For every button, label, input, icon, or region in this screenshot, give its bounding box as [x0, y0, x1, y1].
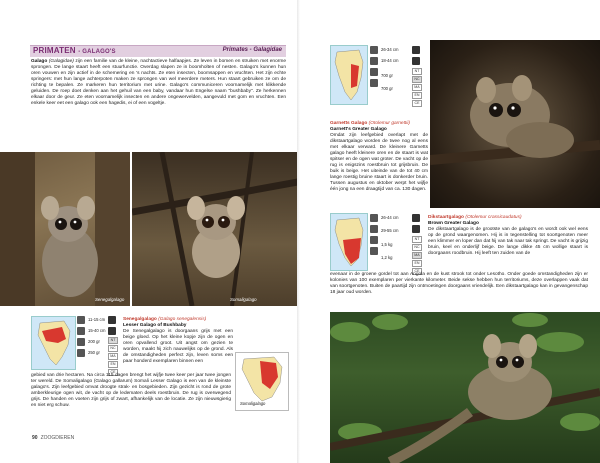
country-code: NT — [412, 68, 422, 75]
dikstaart-latin: (Otolemur crassicaudatus) — [465, 215, 522, 220]
header-subtitle: - GALAGO'S — [78, 49, 116, 55]
garnett-tail: 18-44 cm — [381, 58, 399, 63]
senegal-length: 11-15 cm — [88, 317, 106, 322]
intro-paragraph — [31, 59, 286, 107]
country-code: NT — [108, 337, 118, 344]
dikstaart-activity-icons — [412, 214, 420, 236]
senegal-tail: 15-40 cm — [88, 328, 106, 333]
country-code: NC — [412, 244, 422, 251]
header-latin: Primates - Galagidae — [222, 47, 282, 53]
country-code: MA — [108, 353, 118, 360]
country-code: EN — [108, 361, 118, 368]
country-code: NC — [108, 345, 118, 352]
weight-icon — [370, 236, 378, 244]
caption-senegal: Senegalgalago — [95, 297, 125, 302]
garnett-weight-2: 700 gr — [381, 86, 393, 91]
garnett-english: Garnett's Greater Galago — [330, 127, 387, 132]
moon-icon — [412, 46, 420, 54]
country-code: NT — [412, 236, 422, 243]
country-code: CE — [412, 100, 422, 107]
senegal-country-codes — [108, 337, 118, 377]
caption-somali: Somaligalago — [230, 297, 257, 302]
senegal-icons — [77, 316, 85, 360]
garnett-text: Omdat zijn leefgebied overlapt met de dikstaartgalago worden de twee nog al eens met elkaar verward. De kleinere Garnetts galago heeft kleinere oren en de staart is wat spitser en de ogen wat groter. De vacht op de rug is enigszins roestbruin tot grijsbruin. De buik is beige. Het uiteinde van de tot 40 cm lange roestig bruine staart is donkerder bruin. Tussen augustus en oktober werpt het wijfje één jong na een draagtijd van ca. 130 dagen. — [330, 133, 428, 192]
dikstaart-photo-art — [330, 312, 600, 463]
somali-photo — [132, 152, 298, 306]
dikstaart-icons — [370, 214, 378, 258]
garnett-photo — [430, 40, 600, 208]
country-code: NC — [412, 76, 422, 83]
garnett-latin: (Otolemur garnettii) — [368, 121, 410, 126]
moon-icon — [412, 214, 420, 222]
header-title: PRIMATEN — [33, 46, 76, 55]
weight-icon — [77, 349, 85, 357]
senegal-text-2: gebied van drie hectaren. Na circa 115 dagen brengt het wijfje twee keer per jaar twee jongen ter wereld. De Somaligalago (Galago gallarum) Somali Lesser Galago is een van de kleinste galago's. Zijn leefgebied omvat droogte strak- en bosgebieden. Zijn gezicht is rond de grote amberkleurige ogen wit, de vacht op de ledematen deels roestbruin. De rug is overwegend grijs. De handen en voeten zijn grijs of zwart, afhankelijk van de locatie. Ze zijn nieuwsgierig en niet erg schuw. — [31, 373, 231, 408]
dikstaart-map-shape — [331, 214, 367, 270]
somali-photo-art — [132, 152, 298, 306]
country-code: EN — [412, 92, 422, 99]
weight-icon — [370, 247, 378, 255]
somali-map-caption: Somaligalago — [240, 401, 266, 406]
dikstaart-paragraph — [428, 215, 588, 257]
dikstaart-range-map — [330, 213, 368, 271]
dikstaart-text-2: evenaar in de groene gordel tot aan Angola en de kust strook tot onder Lesotho. Onder goede omstandigheden zijn er kolonies van 100 exemplaren per vierkante kilometer. Beide sekse hebben hun territoriums, deze overlappen vaak dat van soortgenoten. Buiten de paartijd zijn ontmoetingen doorgaans vriendelijk. Een dikstaartgalago kan in gevangenschap 18 jaar oud worden. — [330, 272, 588, 295]
section-header — [30, 45, 286, 57]
dikstaart-weight-2: 1,2 kg — [381, 255, 393, 260]
garnett-range-map — [330, 45, 368, 105]
dikstaart-photo — [330, 312, 600, 463]
senegal-photo — [0, 152, 130, 306]
senegal-heading: Senegalgalago — [123, 317, 157, 322]
senegal-latin: (Galago senegalensis) — [158, 317, 207, 322]
country-code: EN — [412, 260, 422, 267]
garnett-heading: Garnetts Galago — [330, 121, 368, 126]
country-code: CE — [412, 268, 422, 275]
page-number: 90 — [32, 435, 38, 441]
moon-icon — [108, 316, 116, 324]
tree-icon — [412, 57, 420, 65]
dikstaart-length: 26-44 cm — [381, 215, 399, 220]
senegal-activity-icons — [108, 316, 116, 338]
senegal-map-shape — [32, 317, 75, 369]
country-code: CE — [108, 369, 118, 376]
page-footer — [32, 435, 74, 441]
senegal-weight-2: 250 gr — [88, 350, 100, 355]
senegal-paragraph — [123, 317, 233, 365]
tail-icon — [370, 225, 378, 233]
dikstaart-text-1: De dikstaartgalago is de grootste van de galago's en wordt ook wel eens op de grond waargenomen. Hij is in tegenstelling tot soortgenoten meer een klimmer en loper dan dat hij van tak naar tak springt. De vacht is grijzig bruin, keel en onderlijf beige. De lange dikke 45 cm wollige staart is doorgaans roodbruin. Hij leeft ten zuiden van de — [428, 227, 588, 256]
somali-range-map — [235, 352, 289, 411]
weight-icon — [370, 68, 378, 76]
weight-icon — [77, 338, 85, 346]
intro-lead-latin: (Galagidae) — [48, 59, 74, 64]
country-code: MA — [412, 252, 422, 259]
country-code: MA — [412, 84, 422, 91]
garnett-photo-art — [430, 40, 600, 208]
senegal-english: Lesser Galago of Bushbaby — [123, 323, 187, 328]
dikstaart-country-codes — [412, 236, 422, 276]
garnett-paragraph — [330, 121, 428, 193]
intro-lead: Galago — [31, 59, 48, 64]
senegal-photo-art — [0, 152, 130, 306]
senegal-range-map — [31, 316, 76, 370]
dikstaart-weight: 1,5 kg — [381, 242, 393, 247]
garnett-map-shape — [331, 46, 367, 104]
length-icon — [370, 46, 378, 54]
somali-map-shape — [236, 353, 288, 403]
dikstaart-tail: 29-55 cm — [381, 228, 399, 233]
senegal-text-1: De Senegalgalago is doorgaans grijs met een beige gloed. Op het kleine kopje zijn de ogen en oren opvallend groot. Uit angst om gezien te worden, maakt hij zich nauwelijks op de grond. Als de omstandigheden perfect zijn, leven soms een paar honderd exemplaren binnen een — [123, 329, 233, 364]
right-page — [300, 0, 600, 463]
weight-icon — [370, 79, 378, 87]
garnett-icons — [370, 46, 378, 90]
tree-icon — [108, 327, 116, 335]
garnett-activity-icons — [412, 46, 420, 68]
intro-text: zijn een familie van de kleine, nachtactieve halfaapjes. Ze leven in bomen en struiken met enorme sprongen. De lange staart heeft een stuurfunctie. Overdag slapen ze in boomholten of nesten. Galago's kunnen hun oren vouwen en zijn actief in de schemering en 's nachts. Ze eten insecten, boomsappen en vruchten. Het zijn echte springers: met hun lange achterpoten maken ze sprongen van wel meerdere meters. Hun staart gebruiken ze om de richting te bepalen. Ze markeren hun territorium met urine. Galago's communiceren voornamelijk met klikkende geluiden. De roep doet denken aan het gehuil van een baby, vandaar hun Engelse naam "bushbaby". Ze herkennen elkaar door de geur. Ze eten voornamelijk insecten en andere ongewervelden, aangevuld met gom en vruchten. Een enkele keer eet een galago ook een hagedis, ei of een vogeltje. — [31, 59, 286, 106]
length-icon — [370, 214, 378, 222]
dikstaart-english: Brown Greater Galago — [428, 221, 479, 226]
tree-icon — [412, 225, 420, 233]
senegal-paragraph-2 — [31, 373, 231, 409]
dikstaart-paragraph-2 — [330, 272, 588, 296]
tail-icon — [370, 57, 378, 65]
garnett-weight: 700 gr — [381, 73, 393, 78]
garnett-length: 26-34 cm — [381, 47, 399, 52]
length-icon — [77, 316, 85, 324]
garnett-country-codes — [412, 68, 422, 108]
footer-section: ZOOGDIEREN — [40, 435, 75, 441]
dikstaart-heading: Dikstaartgalago — [428, 215, 464, 220]
senegal-weight: 200 gr — [88, 339, 100, 344]
tail-icon — [77, 327, 85, 335]
